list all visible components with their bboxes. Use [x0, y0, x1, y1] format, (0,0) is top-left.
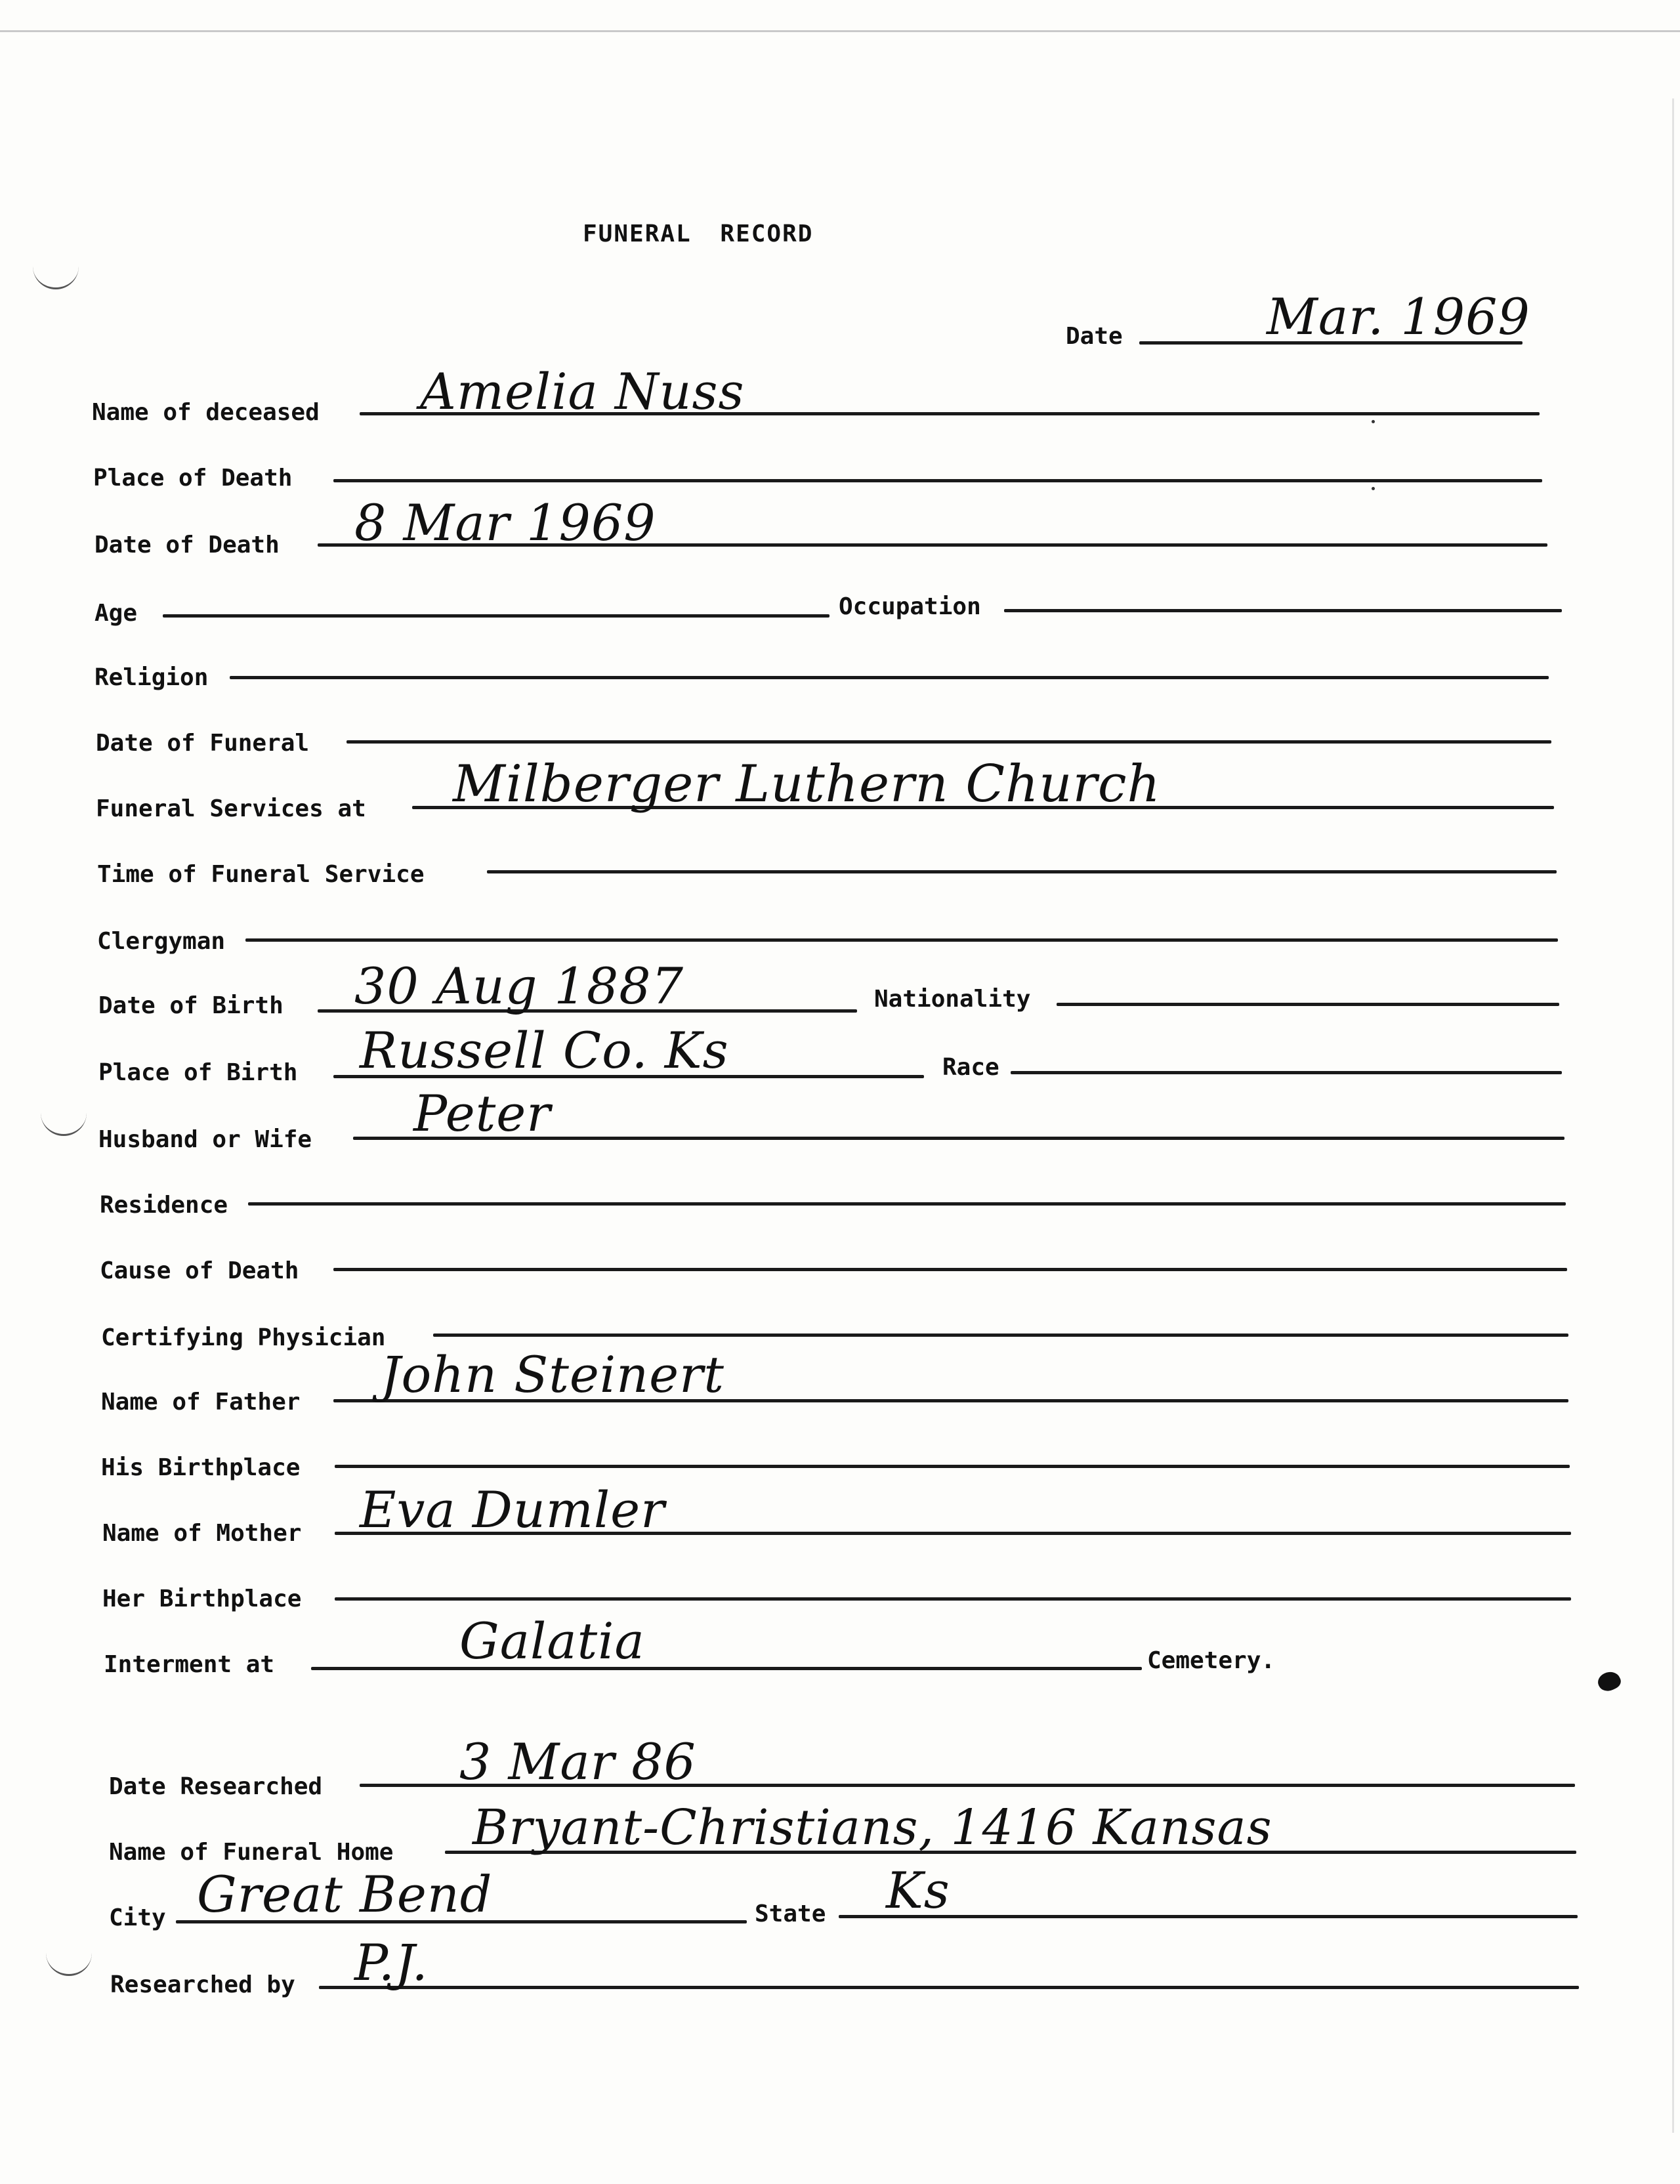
cause-of-death-label: Cause of Death [100, 1257, 299, 1284]
date-of-birth-label: Date of Birth [98, 992, 284, 1019]
funeral-services-at-label: Funeral Services at [96, 795, 366, 822]
cemetery-label: Cemetery. [1147, 1647, 1276, 1674]
date-researched-value: 3 Mar 86 [459, 1732, 696, 1791]
name-of-father-value: John Steinert [381, 1345, 724, 1404]
date-researched-label: Date Researched [109, 1773, 323, 1800]
nationality-label: Nationality [874, 986, 1031, 1013]
his-birthplace-label: His Birthplace [101, 1454, 301, 1481]
clergyman-label: Clergyman [97, 928, 226, 955]
interment-at-value: Galatia [459, 1612, 645, 1670]
punch-hole-mark [41, 1109, 87, 1136]
date-of-death-value: 8 Mar 1969 [354, 494, 656, 552]
punch-hole-mark [33, 262, 79, 289]
researched-by-label: Researched by [110, 1971, 295, 1998]
husband-or-wife-label: Husband or Wife [98, 1126, 312, 1153]
place-of-death-label: Place of Death [93, 465, 293, 492]
date-of-funeral-label: Date of Funeral [96, 730, 310, 757]
husband-or-wife-value: Peter [413, 1084, 551, 1143]
researched-by-line [319, 1986, 1579, 1989]
paper-right-edge [1672, 98, 1674, 2133]
place-of-birth-label: Place of Birth [98, 1059, 298, 1086]
residence-label: Residence [100, 1192, 228, 1219]
name-of-mother-value: Eva Dumler [360, 1480, 665, 1539]
his-birthplace-line [335, 1465, 1570, 1468]
city-value: Great Bend [197, 1865, 493, 1923]
speck [1372, 487, 1375, 490]
speck [1372, 420, 1375, 423]
interment-at-line [311, 1667, 1142, 1670]
her-birthplace-line [335, 1597, 1571, 1601]
city-label: City [109, 1904, 166, 1931]
time-of-funeral-service-label: Time of Funeral Service [97, 861, 425, 888]
place-of-birth-value: Russell Co. Ks [360, 1021, 729, 1080]
time-of-funeral-service-line [487, 870, 1557, 873]
her-birthplace-label: Her Birthplace [102, 1586, 302, 1612]
nationality-line [1057, 1003, 1559, 1006]
state-value: Ks [886, 1861, 950, 1920]
residence-line [248, 1202, 1566, 1206]
certifying-physician-label: Certifying Physician [101, 1324, 386, 1351]
ink-blot [1595, 1668, 1624, 1694]
age-line [163, 614, 830, 618]
occupation-line [1004, 609, 1562, 612]
religion-label: Religion [94, 664, 209, 691]
funeral-services-at-value: Milberger Luthern Church [453, 755, 1161, 814]
occupation-label: Occupation [839, 593, 981, 620]
race-line [1011, 1071, 1562, 1074]
name-of-deceased-label: Name of deceased [92, 399, 320, 426]
race-label: Race [942, 1054, 999, 1081]
certifying-physician-line [433, 1334, 1568, 1337]
paper-top-edge [0, 30, 1680, 32]
date-of-funeral-line [346, 740, 1551, 744]
name-of-deceased-value: Amelia Nuss [420, 362, 745, 421]
date-of-birth-value: 30 Aug 1887 [354, 957, 684, 1015]
name-of-funeral-home-label: Name of Funeral Home [109, 1839, 394, 1866]
place-of-death-line [333, 479, 1542, 482]
cause-of-death-line [333, 1268, 1567, 1271]
date-label: Date [1066, 323, 1123, 350]
punch-hole-mark [46, 1949, 92, 1976]
religion-line [230, 676, 1549, 679]
researched-by-value: P.J. [354, 1933, 429, 1992]
age-label: Age [94, 600, 138, 627]
name-of-father-label: Name of Father [101, 1389, 301, 1416]
state-label: State [755, 1900, 826, 1927]
interment-at-label: Interment at [104, 1651, 275, 1678]
form-title: FUNERAL RECORD [583, 220, 814, 247]
date-value: Mar. 1969 [1267, 287, 1530, 346]
clergyman-line [245, 938, 1558, 942]
date-of-death-label: Date of Death [94, 532, 280, 558]
name-of-funeral-home-value: Bryant-Christians, 1416 Kansas [472, 1799, 1272, 1856]
name-of-mother-label: Name of Mother [102, 1520, 302, 1547]
